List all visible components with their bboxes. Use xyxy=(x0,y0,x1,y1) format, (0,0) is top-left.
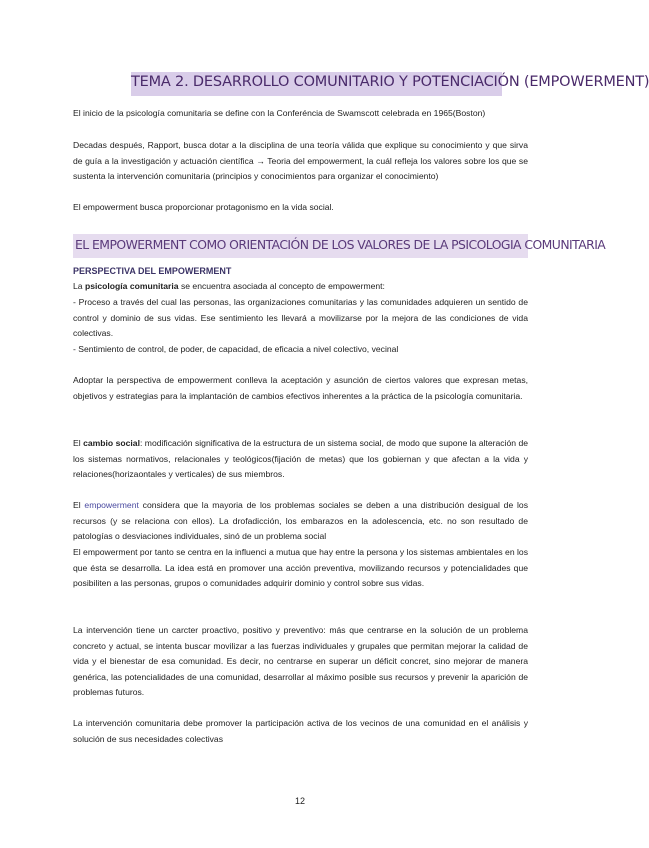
adoptar-paragraph: Adoptar la perspectiva de empowerment conlleva la aceptación y asunción de ciertos valores que expresan metas, objetivos y estrategias para la implantación de cambios efectivos inherentes a la práctica de la psicología comunitaria. xyxy=(73,375,528,401)
perspectiva-item-2: - Sentimiento de control, de poder, de capacidad, de eficacia a nivel colectivo, vecinal xyxy=(73,344,399,354)
perspectiva-lead-post: se encuentra asociada al concepto de empowerment: xyxy=(178,281,385,291)
page-title: TEMA 2. DESARROLLO COMUNITARIO Y POTENCIACIÓN (EMPOWERMENT) xyxy=(131,74,649,90)
participacion-paragraph: La intervención comunitaria debe promover la participación activa de los vecinos de una comunidad en el análisis y solución de sus necesidades colectivas xyxy=(73,718,528,744)
perspectiva-item-1: - Proceso a través del cual las personas, las organizaciones comunitarias y las comunidades adquieren un sentido de control y dominio de sus vidas. Ese sentimiento les llevará a movilizarse por la mejora de las condiciones de vida colectivas. xyxy=(73,297,528,339)
cambio-pre: El xyxy=(73,438,84,448)
perspectiva-lead-pre: La xyxy=(73,281,85,291)
section-title: EL EMPOWERMENT COMO ORIENTACIÓN DE LOS VALORES DE LA PSICOLOGIA COMUNITARIA xyxy=(75,237,606,252)
intro-paragraph-3: El empowerment busca proporcionar protagonismo en la vida social. xyxy=(73,202,334,212)
perspectiva-lead xyxy=(73,279,528,295)
empowerment-paragraph-2: El empowerment por tanto se centra en la influenci a mutua que hay entre la persona y los sistemas ambientales en los que ésta se desarrolla. La idea está en promover una acción preventiva, movilizando recursos y potencialidades que posibiliten a las personas, grupos o comunidades adquirir dominio y control sobre sus vidas. xyxy=(73,547,528,589)
empowerment-post: considera que la mayoria de los problemas sociales se deben a una distribución desigual de los recursos (y se relaciona con ellos). La drofadicción, los embarazos en la adolescencia, etc. no son resultado de patologías o desviaciones individuales, sinó de un problema social xyxy=(73,500,528,542)
cambio-bold: cambio social xyxy=(83,438,140,448)
empowerment-paragraph-1 xyxy=(73,498,528,545)
intervencion-paragraph: La intervención tiene un carcter proactivo, positivo y preventivo: más que centrarse en la solución de un problema concreto y actual, se intenta buscar movilizar a las fuerzas individuales y grupales que permitan mejorar la calidad de vida y el bienestar de esa comunidad. Es decir, no centrarse en superar un déficit concret, sino mejorar de manera genérica, las potencialidades de una comunidad, desarrollar al máximo posible sus recursos y prevenir la aparición de problemas futuros. xyxy=(73,625,528,698)
empowerment-pre: El xyxy=(73,500,85,510)
perspectiva-lead-bold: psicología comunitaria xyxy=(84,281,179,291)
empowerment-highlight: empowerment xyxy=(84,500,139,510)
intro-paragraph-1: El inicio de la psicología comunitaria se define con la Conferéncia de Swamscott celebrada en 1965(Boston) xyxy=(73,108,486,118)
cambio-social-paragraph xyxy=(73,436,528,483)
subsection-title: PERSPECTIVA DEL EMPOWERMENT xyxy=(73,266,232,276)
page-number: 12 xyxy=(294,796,305,806)
intro-paragraph-2: Decadas después, Rapport, busca dotar a la disciplina de una teoría válida que explique su conocimiento y que sirva de guía a la investigación y actuación científica → Teoria del empowerment, la cuál refleja los valores sobre los que se sustenta la intervención comunitaria (principios y conocimientos para organizar el conocimiento) xyxy=(73,140,528,182)
cambio-post: : modificación significativa de la estructura de un sistema social, de modo que supone la alteración de los sistemas normativos, relacionales y teológicos(fijación de metas) que los gobiernan y que afectan a la vida y relaciones(horizaontales y verticales) de sus miembros. xyxy=(73,438,529,480)
